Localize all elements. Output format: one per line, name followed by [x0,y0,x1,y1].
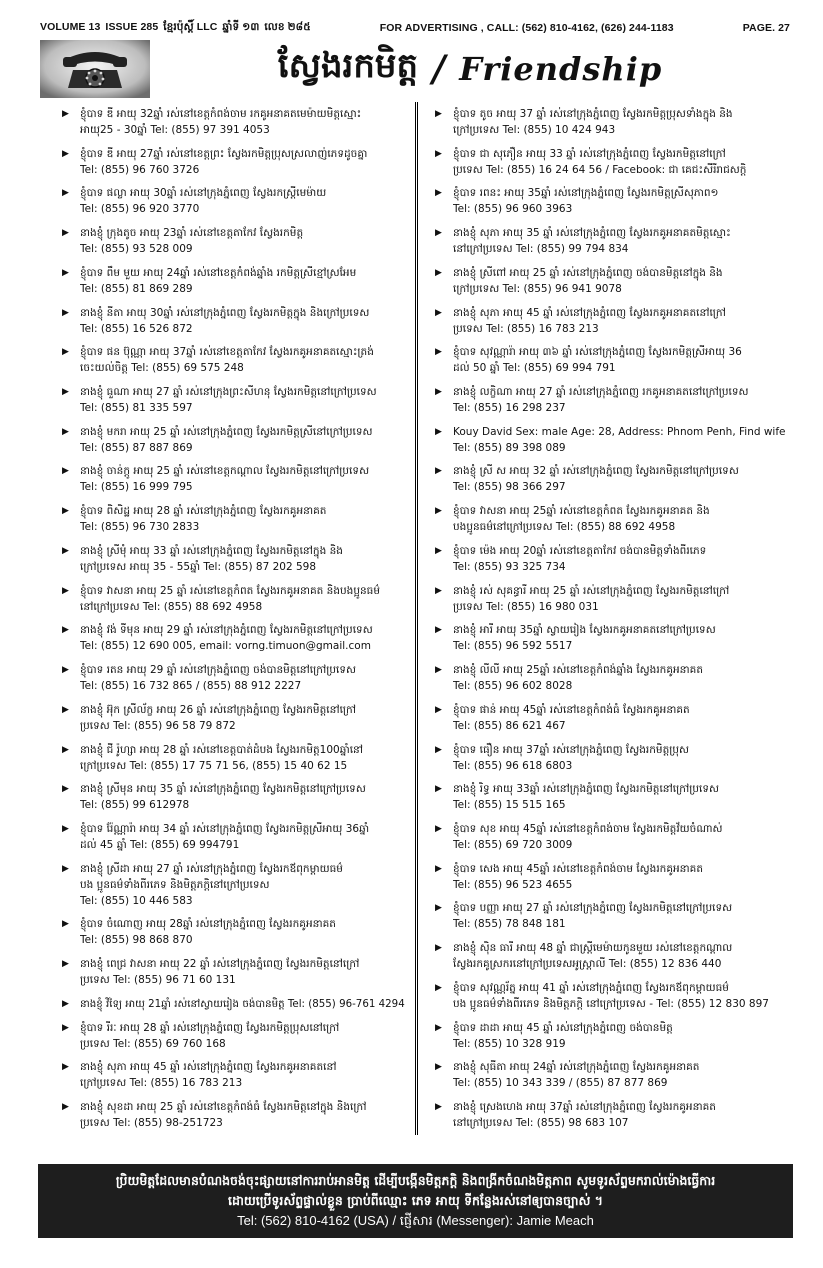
listing-line: ខ្ញុំបាទ ផន ប៊ុណ្ណា អាយុ 37ឆ្នាំ រស់នៅខេត្តតាកែវ ស្វែងរកគូអនាគតស្មោះត្រង់ [80,346,374,359]
listing-line: ខ្ញុំបាទ តូច អាយុ 37 ឆ្នាំ រស់នៅក្រុងភ្នំពេញ ស្វែងរកមិត្តប្រុសទាំងក្នុង និង [453,108,733,120]
bullet-arrow-icon: ▶ [435,823,442,834]
listing-line: ខ្ញុំបាទ ជា សុភឿន អាយុ 33 ឆ្នាំ រស់នៅក្រុងភ្នំពេញ ស្វែងរកមិត្តនៅក្រៅ [453,147,726,160]
header-issue: ISSUE 285 [105,20,159,33]
listing-line: Tel: (855) 96 592 5517 [453,640,573,653]
listing-entry [433,702,786,734]
listing-entry [60,1099,407,1131]
listing-line: Tel: (855) 69 720 3009 [453,838,573,851]
left-listing [60,102,407,1135]
listing-line: ខ្ញុំបាទ ផល្លា អាយុ 30ឆ្នាំ រស់នៅក្រុងភ្នំពេញ ស្វែងរកស្ត្រីមេម៉ាយ [80,187,327,200]
listing-entry [60,503,407,535]
listing-line: នាងខ្ញុំ នីតា អាយុ 30ឆ្នាំ រស់នៅក្រុងភ្នំពេញ ស្វែងរកមិត្តក្នុង និងក្រៅប្រទេស [80,306,370,319]
listing-line: នាងខ្ញុំ សុភា អាយុ 35 ឆ្នាំ រស់នៅក្រុងភ្នំពេញ ស្វែងរកគូអនាគតមិត្តស្មោះ [453,227,731,240]
bullet-arrow-icon: ▶ [435,943,442,954]
bullet-arrow-icon: ▶ [435,387,442,398]
listing-entry [60,996,407,1012]
listing-entry [433,821,786,853]
bullet-arrow-icon: ▶ [435,585,442,596]
listing-line: នាងខ្ញុំ ធួណា អាយុ 27 ឆ្នាំ រស់នៅក្រុងព្រះសីហនុ ស្វែងរកមិត្តនៅក្រៅប្រទេស [80,386,377,399]
listing-line: ដល់ 45 ឆ្នាំ Tel: (855) 69 994791 [80,838,240,851]
listing-entry [433,424,786,456]
bullet-arrow-icon: ▶ [62,188,69,199]
listing-line: ខ្ញុំបាទ រពនះ អាយុ 35ឆ្នាំ រស់នៅក្រុងភ្នំពេញ ស្វែងរកមិត្តស្រីសុភាព១ [453,187,719,200]
bullet-arrow-icon: ▶ [435,545,442,556]
listing-line: Tel: (855) 96 760 3726 [80,163,200,176]
bullet-arrow-icon: ▶ [62,665,69,676]
bullet-arrow-icon: ▶ [62,863,69,874]
bullet-arrow-icon: ▶ [435,506,442,517]
banner-title-khmer: ស្វែងរកមិត្ត [277,46,419,86]
bullet-arrow-icon: ▶ [62,347,69,358]
listing-entry [60,265,407,297]
listing-line: ខ្ញុំបាទ រតន អាយុ 29 ឆ្នាំ រស់នៅក្រុងភ្នំពេញ ចង់បានមិត្តនៅក្រៅប្រទេស [80,664,357,677]
listing-line: នាងខ្ញុំ ស្រីមុំ អាយុ 33 ឆ្នាំ រស់នៅក្រុងភ្នំពេញ ស្វែងរកមិត្តនៅក្នុង និង [80,544,343,557]
listing-entry [433,305,786,337]
listing-line: Tel: (855) 93 325 734 [453,560,566,573]
listing-entry [60,702,407,734]
listing-line: ប្រទេស Tel: (855) 98-251723 [80,1116,223,1129]
listing-line: ស្វែងរកគូស្រករនៅក្រៅប្រទេសអូស្ត្រាលី Tel: (855) 12 836 440 [453,958,722,971]
listing-line: នាងខ្ញុំ ក្រុងតូច អាយុ 23ឆ្នាំ រស់នៅខេត្តតាកែវ ស្វែងរកមិត្ត [80,227,304,240]
listing-entry [433,225,786,257]
listing-line: ក្រៅប្រទេស Tel: (855) 16 783 213 [80,1077,243,1090]
bullet-arrow-icon: ▶ [435,784,442,795]
listing-line: បងប្អូនធម៌នៅក្រៅប្រទេស Tel: (855) 88 692 4958 [453,521,676,534]
listing-line: Tel: (855) 10 328 919 [453,1037,566,1050]
listing-line: ខ្ញុំបាទ សុវណ្ណរ័ត្ន អាយុ 41 ឆ្នាំ រស់នៅក្រុងភ្នំពេញ ស្វែងរកឪពុកម្ដាយធម៌ [453,981,729,994]
listing-line: នាងខ្ញុំ លក្ខិណា អាយុ 27 ឆ្នាំ រស់នៅក្រុងភ្នំពេញ រកគូអនាគតនៅក្រៅប្រទេស [453,386,749,399]
bullet-arrow-icon: ▶ [435,982,442,993]
listing-line: Tel: (855) 96 960 3963 [453,203,573,216]
listing-entry [60,1059,407,1091]
listing-line: នាងខ្ញុំ វង់ ទីមុន អាយុ 29 ឆ្នាំ រស់នៅក្រុងភ្នំពេញ ស្វែងរកមិត្តនៅក្រៅប្រទេស [80,624,373,637]
listing-entry [433,1099,786,1131]
listing-line: ក្រៅប្រទេស Tel: (855) 17 75 71 56, (855) 15 40 62 15 [80,759,348,772]
bullet-arrow-icon: ▶ [62,1101,69,1112]
banner-title [150,44,790,94]
listing-entry [60,861,407,909]
listing-entry [433,344,786,376]
listing-line: នាងខ្ញុំ ជី រ៉ូហ្សា អាយុ 28 ឆ្នាំ រស់នៅខេត្តបាត់ដំបង ស្វែងរកមិត្ត100ឆ្នាំនៅ [80,743,364,756]
listing-entry [60,622,407,654]
section-banner [40,40,790,98]
listing-entry [433,1020,786,1052]
footer-phone: Tel: (562) 810-4162 (USA) [237,1213,389,1228]
bullet-arrow-icon: ▶ [62,744,69,755]
listing-line: Tel: (855) 78 848 181 [453,918,566,931]
listing-line: ខ្ញុំបាទ ឌី អាយុ 27ឆ្នាំ រស់នៅខេត្តព្រះ ស្វែងរកមិត្តប្រុសស្រលាញ់ភេទដូចគ្នា [80,147,368,160]
listing-line: ប្រទេស Tel: (855) 96 58 79 872 [80,719,236,732]
listing-entry [433,781,786,813]
bullet-arrow-icon: ▶ [62,228,69,239]
listing-entry [60,662,407,694]
footer-separator: / [392,1213,397,1228]
listing-line: នាងខ្ញុំ រិទ្ធ អាយុ 33ឆ្នាំ រស់នៅក្រុងភ្នំពេញ ស្វែងរកមិត្តនៅក្រៅប្រទេស [453,783,720,796]
header-advertising: FOR ADVERTISING , CALL: (562) 810-4162, (626) 244-1183 [379,22,674,34]
listing-entry [60,821,407,853]
bullet-arrow-icon: ▶ [435,863,442,874]
listing-line: ដល់ 50 ឆ្នាំ Tel: (855) 69 994 791 [453,362,616,375]
listing-line: នាងខ្ញុំ ស្រេងហេង អាយុ 37ឆ្នាំ រស់នៅក្រុងភ្នំពេញ ស្វែងរកគូអនាគត [453,1100,716,1113]
listing-line: នាងខ្ញុំ ស៊ិន ធារី អាយុ 48 ឆ្នាំ ជាស្ត្រីមេម៉ាយកូនមួយ រស់នៅខេត្តកណ្ដាល [453,942,733,955]
banner-title-english: Friendship [459,50,663,88]
listing-line: នាងខ្ញុំ ស្រី ស អាយុ 32 ឆ្នាំ រស់នៅក្រុងភ្នំពេញ ស្វែងរកមិត្តនៅក្រៅប្រទេស [453,465,739,478]
listing-entry [433,662,786,694]
bullet-arrow-icon: ▶ [435,466,442,477]
listing-line: នាងខ្ញុំ មករា អាយុ 25 ឆ្នាំ រស់នៅក្រុងភ្នំពេញ ស្វែងរកមិត្តស្រីនៅក្រៅប្រទេស [80,425,373,438]
header-page-number: PAGE. 27 [742,22,790,34]
bullet-arrow-icon: ▶ [435,665,442,676]
listing-line: នៅក្រៅប្រទេស Tel: (855) 88 692 4958 [80,600,263,613]
bullet-arrow-icon: ▶ [435,744,442,755]
listing-line: ក្រៅប្រទេស Tel: (855) 10 424 943 [453,124,616,136]
listing-line: នាងខ្ញុំ លីលី អាយុ 25ឆ្នាំ រស់នៅខេត្តកំពង់ឆ្នាំង ស្វែងរកគូអនាគត [453,664,703,677]
listing-line: ខ្ញុំបាទ វាសនា អាយុ 25ឆ្នាំ រស់នៅខេត្តកំពត ស្វែងរកគូអនាគត និង [453,505,710,518]
listing-entry [60,956,407,988]
listing-entry [433,265,786,297]
listing-entry [433,146,786,178]
listing-line: នាងខ្ញុំ ចាន់ក្ដូ អាយុ 25 ឆ្នាំ រស់នៅខេត្តកណ្ដាល ស្វែងរកមិត្តនៅក្រៅប្រទេស [80,465,370,478]
listing-entry [433,543,786,575]
listing-line: Tel: (855) 86 621 467 [453,719,566,732]
listing-line: Tel: (855) 16 298 237 [453,402,566,415]
listing-line: នាងខ្ញុំ ស្រីមុន អាយុ 35 ឆ្នាំ រស់នៅក្រុងភ្នំពេញ ស្វែងរកមិត្តនៅក្រៅប្រទេស [80,783,366,796]
bullet-arrow-icon: ▶ [62,148,69,159]
bullet-arrow-icon: ▶ [62,919,69,930]
listing-entry [60,344,407,376]
bullet-arrow-icon: ▶ [435,1101,442,1112]
bullet-arrow-icon: ▶ [435,307,442,318]
listing-line: នាងខ្ញុំ សុធីតា អាយុ 24ឆ្នាំ រស់នៅក្រុងភ្នំពេញ ស្វែងរកគូអនាគត [453,1061,700,1074]
listing-entry [60,185,407,217]
listing-entry [433,106,786,138]
bullet-arrow-icon: ▶ [435,347,442,358]
listing-line: ខ្ញុំបាទ ដាដា អាយុ 45 ឆ្នាំ រស់នៅក្រុងភ្នំពេញ ចង់បានមិត្ត [453,1021,673,1034]
listing-line: Tel: (855) 96 618 6803 [453,759,573,772]
listing-line: ប្រទេស Tel: (855) 16 980 031 [453,600,599,613]
listing-line: ខ្ញុំបាទ ពិសិដ្ឋ អាយុ 28 ឆ្នាំ រស់នៅក្រុងភ្នំពេញ ស្វែងរកគូអនាគត [80,505,327,518]
banner-title-slash: / [432,48,446,90]
page-header [40,20,790,36]
listing-entry [433,185,786,217]
bullet-arrow-icon: ▶ [62,784,69,795]
bullet-arrow-icon: ▶ [62,998,69,1009]
listing-line: នាងខ្ញុំ ស្រីដា អាយុ 27 ឆ្នាំ រស់នៅក្រុងភ្នំពេញ ស្វែងរកឪពុកម្ដាយធម៌ [80,862,343,875]
bullet-arrow-icon: ▶ [62,1062,69,1073]
listing-entry [433,1059,786,1091]
listing-entry [60,146,407,178]
listing-line: Tel: (855) 98 868 870 [80,934,193,947]
listing-line: បង ប្អូនធម៌ទាំងពីរភេទ និងមិត្តភក្តិនៅក្រៅប្រទេស [80,878,270,891]
listing-line: នាងខ្ញុំ ពេជ្រ វាសនា អាយុ 22 ឆ្នាំ រស់នៅក្រុងភ្នំពេញ ស្វែងរកមិត្តនៅក្រៅ [80,958,360,971]
listing-entry [433,622,786,654]
bullet-arrow-icon: ▶ [62,307,69,318]
listing-entry [433,742,786,774]
listing-line: ប្រទេស Tel: (855) 16 24 64 56 / Facebook: ជា គេជះសីរីរាជសក្តិ [453,163,747,176]
listing-line: ខ្ញុំបាទ ធឿន អាយុ 37ឆ្នាំ រស់នៅក្រុងភ្នំពេញ ស្វែងរកមិត្តប្រុស [453,743,690,756]
listing-line: នាងខ្ញុំ សុភា អាយុ 45 ឆ្នាំ រស់នៅក្រុងភ្នំពេញ ស្វែងរកគូអនាគតនៅក្រៅ [453,306,726,319]
header-year: ឆ្នាំទី ១៣ [222,20,260,33]
listing-entry [433,980,786,1012]
bullet-arrow-icon: ▶ [62,1022,69,1033]
listing-line: នាងខ្ញុំ រស់ សុគន្ធារី អាយុ 25 ឆ្នាំ រស់នៅក្រុងភ្នំពេញ ស្វែងរកមិត្តនៅក្រៅ [453,584,730,597]
bullet-arrow-icon: ▶ [435,625,442,636]
listing-line: ខ្ញុំបាទ បញ្ញា អាយុ 27 ឆ្នាំ រស់នៅក្រុងភ្នំពេញ ស្វែងរកមិត្តនៅក្រៅប្រទេស [453,902,733,915]
listing-line: ចេះយល់ចិត្ត Tel: (855) 69 575 248 [80,362,244,375]
listing-line: Tel: (855) 16 526 872 [80,322,193,335]
listing-line: ខ្ញុំបាទ ចំណោញ អាយុ 28ឆ្នាំ រស់នៅក្រុងភ្នំពេញ ស្វែងរកគូអនាគត [80,918,336,931]
listing-line: នៅក្រៅប្រទេស Tel: (855) 98 683 107 [453,1116,629,1129]
bullet-arrow-icon: ▶ [62,109,69,119]
listing-line: ប្រទេស Tel: (855) 16 783 213 [453,322,599,335]
listing-line: អាយុ25 - 30ឆ្នាំ Tel: (855) 97 391 4053 [80,124,270,136]
footer-contact [237,1211,594,1231]
bullet-arrow-icon: ▶ [62,625,69,636]
footer-notice-line2: ដោយប្រើទូរស័ព្ទផ្ទាល់ខ្លួន ប្រាប់ពីឈ្មោះ ភេទ អាយុ ទីកន្លែងរស់នៅឲ្យបានច្បាស់ ។ [228,1193,603,1208]
listing-line: ក្រៅប្រទេស អាយុ 35 - 55ឆ្នាំ Tel: (855) 87 202 598 [80,560,317,573]
listing-entry [433,503,786,535]
bullet-arrow-icon: ▶ [435,1022,442,1033]
listing-line: ខ្ញុំបាទ រ៉ែណ្ណារ៉ា អាយុ 34 ឆ្នាំ រស់នៅក្រុងភ្នំពេញ ស្វែងរកមិត្តស្រីអាយុ 36ឆ្នាំ [80,822,370,835]
header-volume: VOLUME 13 [40,20,101,33]
listing-line: នាងខ្ញុំ ស្រីពៅ អាយុ 25 ឆ្នាំ រស់នៅក្រុងភ្នំពេញ ចង់បានមិត្តនៅក្នុង និង [453,266,723,279]
bullet-arrow-icon: ▶ [62,426,69,437]
listing-line: ប្រទេស Tel: (855) 96 71 60 131 [80,974,236,987]
listing-entry [433,384,786,416]
listing-line: នាងខ្ញុំ វិទ្យៃ អាយុ 21ឆ្នាំ រស់នៅស្វាយរៀង ចង់បានមិត្ត Tel: (855) 96-761 4294 [80,997,405,1010]
bullet-arrow-icon: ▶ [62,704,69,715]
listing-line: បង ប្អូនធម៌ទាំងពីរភេទ និងមិត្តភក្តិ នៅក្រៅប្រទេស - Tel: (855) 12 830 897 [453,997,769,1010]
listing-line: ខ្ញុំបាទ ពឹម មួយ អាយុ 24ឆ្នាំ រស់នៅខេត្តកំពង់ឆ្នាំង រកមិត្តស្រីខ្មៅស្រអែម [80,266,357,279]
listing-line: នាងខ្ញុំ សុខដា អាយុ 25 ឆ្នាំ រស់នៅខេត្តកំពង់ធំ ស្វែងរកមិត្តនៅក្នុង និងក្រៅ [80,1100,367,1113]
bullet-arrow-icon: ▶ [62,959,69,970]
footer-messenger: (Messenger): Jamie Meach [436,1213,594,1228]
header-number: លេខ ២៨៥ [264,20,311,33]
bullet-arrow-icon: ▶ [435,426,442,437]
footer-notice [38,1164,793,1238]
listing-line: ខ្ញុំបាទ សុវណ្ណារ៉ា អាយុ ៣៦ ឆ្នាំ រស់នៅក្រុងភ្នំពេញ ស្វែងរកមិត្តស្រីអាយុ 36 [453,346,742,359]
bullet-arrow-icon: ▶ [435,148,442,159]
listing-entry [433,900,786,932]
listing-line: Tel: (855) 10 446 583 [80,894,193,907]
listing-line: Tel: (855) 99 612978 [80,799,190,812]
right-listing [433,102,786,1135]
listing-entry [60,543,407,575]
listing-entry [433,583,786,615]
listing-line: Tel: (855) 81 335 597 [80,402,193,415]
listing-line: Tel: (855) 96 602 8028 [453,680,573,693]
listing-entry [60,225,407,257]
listing-line: Tel: (855) 87 887 869 [80,441,193,454]
listing-entry [60,305,407,337]
bullet-arrow-icon: ▶ [62,267,69,278]
listing-line: នៅក្រៅប្រទេស Tel: (855) 99 794 834 [453,243,629,256]
bullet-arrow-icon: ▶ [435,228,442,239]
listing-line: Tel: (855) 93 528 009 [80,243,193,256]
footer-notice-line1: ប្រិយមិត្តដែលមានបំណងចង់ចុះផ្សាយនៅការរាប់អានមិត្ត ដើម្បីបង្កើនមិត្តភក្តិ និងពង្រីកចំណងមិត្តភាព សូមទូរស័ព្ទមករាល់ម៉ោងធ្វើការ [115,1173,716,1188]
header-publisher: ខ្មែរប៉ុស្តិ៍ LLC [163,20,218,33]
listing-line: Tel: (855) 96 730 2833 [80,521,200,534]
listing-line: ខ្ញុំបាទ ឌី អាយុ 32ឆ្នាំ រស់នៅខេត្តកំពង់ចាម រកគូអនាគតមេម៉ាយមិត្តស្មោះ [80,108,362,120]
listing-line: ខ្ញុំបាទ ម៉េង អាយុ 20ឆ្នាំ រស់នៅខេត្តតាកែវ ចង់បានមិត្តទាំងពីរភេទ [453,544,707,557]
listing-entry [60,781,407,813]
listing-line: Tel: (855) 81 869 289 [80,282,193,295]
bullet-arrow-icon: ▶ [62,823,69,834]
listing-line: Tel: (855) 16 999 795 [80,481,193,494]
listing-entry [433,861,786,893]
listing-entry [60,742,407,774]
header-issue-info [40,21,311,36]
listing-entry [60,916,407,948]
bullet-arrow-icon: ▶ [435,267,442,278]
listing-line: ខ្ញុំបាទ សេង អាយុ 45ឆ្នាំ រស់នៅខេត្តកំពង់ចាម ស្វែងរកគូអនាគត [453,862,703,875]
listing-entry [60,106,407,138]
footer-messenger-label: ផ្ញើសារ [399,1213,433,1228]
listing-line: Tel: (855) 98 366 297 [453,481,566,494]
bullet-arrow-icon: ▶ [435,903,442,914]
bullet-arrow-icon: ▶ [435,704,442,715]
listing-entry [60,424,407,456]
left-column [40,102,415,1135]
telephone-icon [40,40,150,98]
bullet-arrow-icon: ▶ [62,545,69,556]
listing-line: Tel: (855) 12 690 005, email: vorng.timuon@gmail.com [80,640,371,653]
listing-line: ខ្ញុំបាទ រីរៈ អាយុ 28 ឆ្នាំ រស់នៅក្រុងភ្នំពេញ ស្វែងរកមិត្តប្រុសនៅក្រៅ [80,1021,340,1034]
bullet-arrow-icon: ▶ [62,585,69,596]
bullet-arrow-icon: ▶ [435,188,442,199]
listing-line: Tel: (855) 15 515 165 [453,799,566,812]
listing-line: ខ្ញុំបាទ វាសនា អាយុ 25 ឆ្នាំ រស់នៅខេត្តកំពត ស្វែងរកគូអនាគត និងបងប្អូនធម៌ [80,584,380,597]
listing-line: Tel: (855) 16 732 865 / (855) 88 912 2227 [80,680,302,693]
listing-line: នាងខ្ញុំ សុភា អាយុ 45 ឆ្នាំ រស់នៅក្រុងភ្នំពេញ ស្វែងរកគូអនាគតនៅ [80,1061,337,1074]
listing-entry [60,583,407,615]
listing-line: នាងខ្ញុំ អ៊ុក ស្រីល័ក្ខ អាយុ 26 ឆ្នាំ រស់នៅក្រុងភ្នំពេញ ស្វែងរកមិត្តនៅក្រៅ [80,703,357,716]
listing-line: ខ្ញុំបាទ ផាន់ អាយុ 45ឆ្នាំ រស់នៅខេត្តកំពង់ធំ ស្វែងរកគូអនាគត [453,703,690,716]
bullet-arrow-icon: ▶ [435,109,442,119]
bullet-arrow-icon: ▶ [435,1062,442,1073]
bullet-arrow-icon: ▶ [62,387,69,398]
listing-line: Tel: (855) 10 343 339 / (855) 87 877 869 [453,1077,668,1090]
listing-line: Tel: (855) 96 523 4655 [453,878,573,891]
listing-line: ក្រៅប្រទេស Tel: (855) 96 941 9078 [453,282,622,295]
listing-line: នាងខ្ញុំ អារី អាយុ 35ឆ្នាំ ស្វាយរៀង ស្វែងរកគូអនាគតនៅក្រៅប្រទេស [453,624,716,637]
bullet-arrow-icon: ▶ [62,506,69,517]
listing-line: Tel: (855) 96 920 3770 [80,203,200,216]
listing-line: Kouy David Sex: male Age: 28, Address: Phnom Penh, Find wife [453,425,786,438]
right-column [415,102,790,1135]
bullet-arrow-icon: ▶ [62,466,69,477]
listing-line: Tel: (855) 89 398 089 [453,441,566,454]
classified-columns [40,102,790,1135]
listing-entry [60,1020,407,1052]
listing-entry [60,384,407,416]
listing-entry [60,463,407,495]
listing-line: ប្រទេស Tel: (855) 69 760 168 [80,1037,226,1050]
listing-entry [433,463,786,495]
listing-line: ខ្ញុំបាទ សុខ អាយុ 45ឆ្នាំ រស់នៅខេត្តកំពង់ចាម ស្វែងរកមិត្តវ័យចំណាស់ [453,822,723,835]
listing-entry [433,940,786,972]
